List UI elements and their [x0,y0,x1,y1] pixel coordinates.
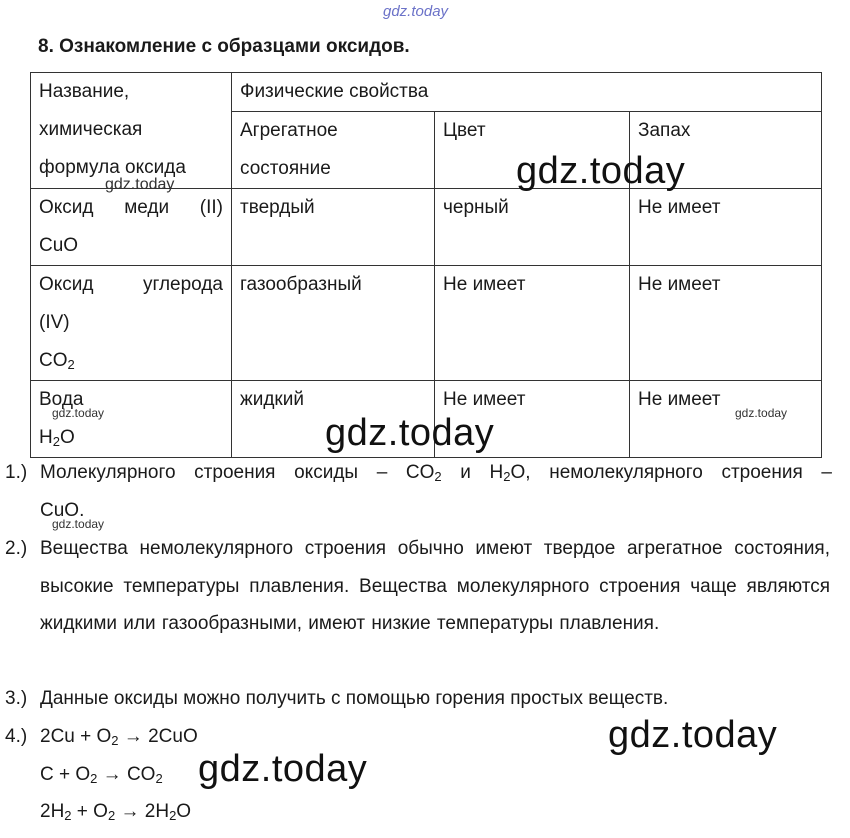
table-row [31,266,822,381]
header-name-cell: Название, химическая формула оксида [31,73,232,189]
equation-2: $C + O_2 \to CO_2$ [40,763,163,786]
watermark-top: gdz.today [383,3,449,20]
state-cell: газообразный [232,266,435,381]
header-physical-properties: Физические свойства [232,73,822,112]
color-cell: черный [435,189,630,266]
smell-cell: Не имеет [630,189,822,266]
equation-3: $2H_2 + O_2 \to 2H_2O$ [40,801,192,823]
table-row [31,189,822,266]
watermark: gdz.today [608,714,778,756]
state-cell: твердый [232,189,435,266]
watermark: gdz.today [52,517,105,531]
watermark: gdz.today [325,412,495,454]
oxide-name-cell: Вода $H_2O$ [31,381,232,458]
watermark: gdz.today [198,748,368,790]
color-cell: Не имеет [435,266,630,381]
watermark: gdz.today [52,406,105,420]
oxide-name-cell: Оксид меди (II) CuO [31,189,232,266]
smell-cell: Не имеет [630,266,822,381]
header-state-cell: Агрегатное состояние [232,112,435,189]
smell-cell: Не имеет [630,381,822,458]
color-cell: Не имеет [435,381,630,458]
table-header-row [31,73,822,112]
watermark: gdz.today [516,150,686,192]
watermark: gdz.today [105,176,175,193]
oxides-table [30,72,822,458]
oxide-name-cell: Оксид углерода (IV) $CO_2$ [31,266,232,381]
answer-1: 1.) Молекулярного строения оксиды – $CO_2$ и $H_2O$, немолекулярного строения – CuO. [5,462,832,521]
header-color-cell: Цвет [435,112,630,189]
answer-2: 2.) Вещества немолекулярного строения обычно имеют твердое агрегатное состояния, высокие температуры плавления. Вещества молекулярного строения чаще являются жидкими или газообразными, имеют низкие температуры плавления. [5,538,830,634]
watermark: gdz.today [735,406,788,420]
answer-3: 3.) Данные оксиды можно получить с помощью горения простых веществ. [5,688,669,709]
header-smell-cell: Запах [630,112,822,189]
section-title: 8. Ознакомление с образцами оксидов. [38,36,410,57]
answer-4: 4.) $2Cu + O_2 \to 2CuO$ $C + O_2 \to CO_2$ $2H_2 + O_2 \to 2H_2O$ [0,718,850,833]
state-cell: жидкий [232,381,435,458]
equation-1: $2Cu + O_2 \to 2CuO$ [40,726,198,748]
